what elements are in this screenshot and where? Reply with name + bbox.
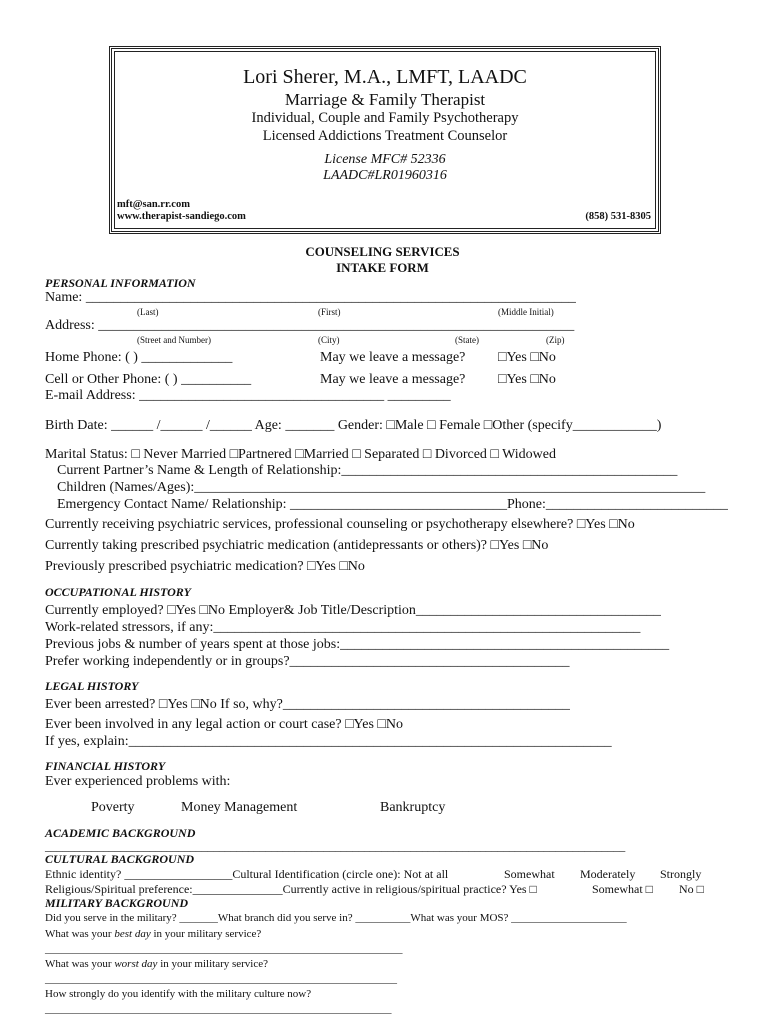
partner-field[interactable]: Current Partner’s Name & Length of Relationship:________________________________________________	[57, 463, 678, 478]
form-title-line1: COUNSELING SERVICES	[305, 244, 460, 259]
therapist-name: Lori Sherer, M.A., LMFT, LAADC	[243, 66, 527, 88]
letterhead-inner-border	[114, 51, 656, 229]
previous-jobs-line[interactable]: Previous jobs & number of years spent at those jobs:_______________________________________________	[45, 637, 670, 652]
best-day-question	[45, 928, 261, 940]
children-field[interactable]: Children (Names/Ages):_________________________________________________________________________	[57, 480, 706, 495]
contact-email: mft@san.rr.com	[117, 199, 190, 210]
academic-heading: ACADEMIC BACKGROUND	[45, 826, 196, 840]
academic-field[interactable]: ____________________________________________________________________________________________________	[45, 839, 626, 853]
addr-street-label: (Street and Number)	[137, 335, 211, 345]
religious-option-no[interactable]: No □	[679, 882, 704, 896]
message-options-1[interactable]: □Yes □No	[498, 350, 556, 365]
form-title-line2: INTAKE FORM	[336, 260, 429, 275]
services-line: Individual, Couple and Family Psychotherapy	[251, 110, 519, 126]
letterhead-box	[109, 46, 661, 234]
addr-city-label: (City)	[318, 335, 340, 345]
military-heading: MILITARY BACKGROUND	[45, 896, 189, 910]
religious-option-somewhat[interactable]: Somewhat □	[592, 882, 653, 896]
legal-action-line[interactable]: Ever been involved in any legal action or court case? □Yes □No	[45, 717, 403, 732]
message-options-2[interactable]: □Yes □No	[498, 372, 556, 387]
financial-question: Ever experienced problems with:	[45, 774, 231, 789]
stressors-line[interactable]: Work-related stressors, if any:_____________________________________________________________	[45, 620, 641, 635]
military-culture-answer[interactable]: _______________________________________________________________	[45, 1003, 392, 1015]
license-mfc: License MFC# 52336	[324, 152, 446, 167]
therapist-title: Marriage & Family Therapist	[284, 90, 486, 109]
financial-option-money-management[interactable]: Money Management	[181, 800, 298, 815]
legal-explain-line[interactable]: If yes, explain:_____________________________________________________________________	[45, 734, 612, 749]
message-question-1: May we leave a message?	[320, 350, 466, 365]
marital-status-line[interactable]: Marital Status: □ Never Married □Partnered □Married □ Separated □ Divorced □ Widowed	[45, 447, 556, 462]
name-last-label: (Last)	[137, 307, 159, 317]
contact-website: www.therapist-sandiego.com	[117, 211, 246, 222]
best-day-post: in your military service?	[150, 928, 262, 940]
name-first-label: (First)	[318, 307, 341, 317]
occupational-heading: OCCUPATIONAL HISTORY	[45, 585, 191, 599]
prior-medication-question[interactable]: Previously prescribed psychiatric medication? □Yes □No	[45, 559, 365, 574]
home-phone-field[interactable]: Home Phone: ( ) _____________	[45, 350, 233, 365]
contact-phone: (858) 531-8305	[585, 211, 651, 222]
worst-day-emphasis: worst day	[114, 958, 158, 970]
identification-option-somewhat[interactable]: Somewhat	[504, 867, 555, 881]
identification-option-strongly[interactable]: Strongly	[660, 867, 702, 881]
financial-option-bankruptcy[interactable]: Bankruptcy	[380, 800, 446, 815]
best-day-answer[interactable]: _________________________________________________________________	[45, 943, 403, 955]
financial-option-poverty[interactable]: Poverty	[91, 800, 135, 815]
name-field[interactable]: Name: ______________________________________________________________________	[45, 290, 576, 305]
best-day-pre: What was your	[45, 928, 115, 940]
identification-option-moderately[interactable]: Moderately	[580, 867, 636, 881]
address-field[interactable]: Address: ____________________________________________________________________	[45, 318, 575, 333]
worst-day-answer[interactable]: ________________________________________________________________	[45, 973, 397, 985]
worst-day-question	[45, 958, 268, 970]
worst-day-post: in your military service?	[157, 958, 269, 970]
birth-gender-line[interactable]: Birth Date: ______ /______ /______ Age: _______ Gender: □Male □ Female □Other (specify____________)	[45, 418, 662, 433]
military-service-line[interactable]: Did you serve in the military? _______What branch did you serve in? __________What was your MOS? _____________________	[45, 912, 627, 924]
arrested-line[interactable]: Ever been arrested? □Yes □No If so, why?_________________________________________	[45, 697, 570, 712]
cell-phone-field[interactable]: Cell or Other Phone: ( ) __________	[45, 372, 252, 387]
cultural-heading: CULTURAL BACKGROUND	[45, 852, 195, 866]
psych-medication-question[interactable]: Currently taking prescribed psychiatric medication (antidepressants or others)? □Yes □No	[45, 538, 549, 553]
addr-zip-label: (Zip)	[546, 335, 565, 345]
financial-heading: FINANCIAL HISTORY	[45, 759, 166, 773]
name-middle-label: (Middle Initial)	[498, 307, 554, 317]
psych-services-question[interactable]: Currently receiving psychiatric services, professional counseling or psychotherapy elsewhere? □Yes □No	[45, 517, 635, 532]
message-question-2: May we leave a message?	[320, 372, 466, 387]
work-preference-line[interactable]: Prefer working independently or in groups?________________________________________	[45, 654, 570, 669]
personal-heading: PERSONAL INFORMATION	[45, 276, 196, 290]
license-laadc: LAADC#LR01960316	[323, 168, 447, 183]
email-field[interactable]: E-mail Address: ___________________________________ _________	[45, 388, 451, 403]
emergency-contact-field[interactable]: Emergency Contact Name/ Relationship: _______________________________Phone:__________________________	[57, 497, 728, 512]
best-day-emphasis: best day	[114, 928, 151, 940]
religious-line[interactable]: Religious/Spiritual preference:_______________Currently active in religious/spiritual practice? Yes □	[45, 882, 537, 896]
addr-state-label: (State)	[455, 335, 479, 345]
legal-heading: LEGAL HISTORY	[45, 679, 139, 693]
worst-day-pre: What was your	[45, 958, 115, 970]
counselor-line: Licensed Addictions Treatment Counselor	[262, 128, 508, 144]
military-culture-question: How strongly do you identify with the military culture now?	[45, 988, 312, 1000]
ethnic-identity-line[interactable]: Ethnic identity? __________________Cultural Identification (circle one): Not at all	[45, 867, 449, 881]
employment-line[interactable]: Currently employed? □Yes □No Employer& Job Title/Description___________________________________	[45, 603, 661, 618]
